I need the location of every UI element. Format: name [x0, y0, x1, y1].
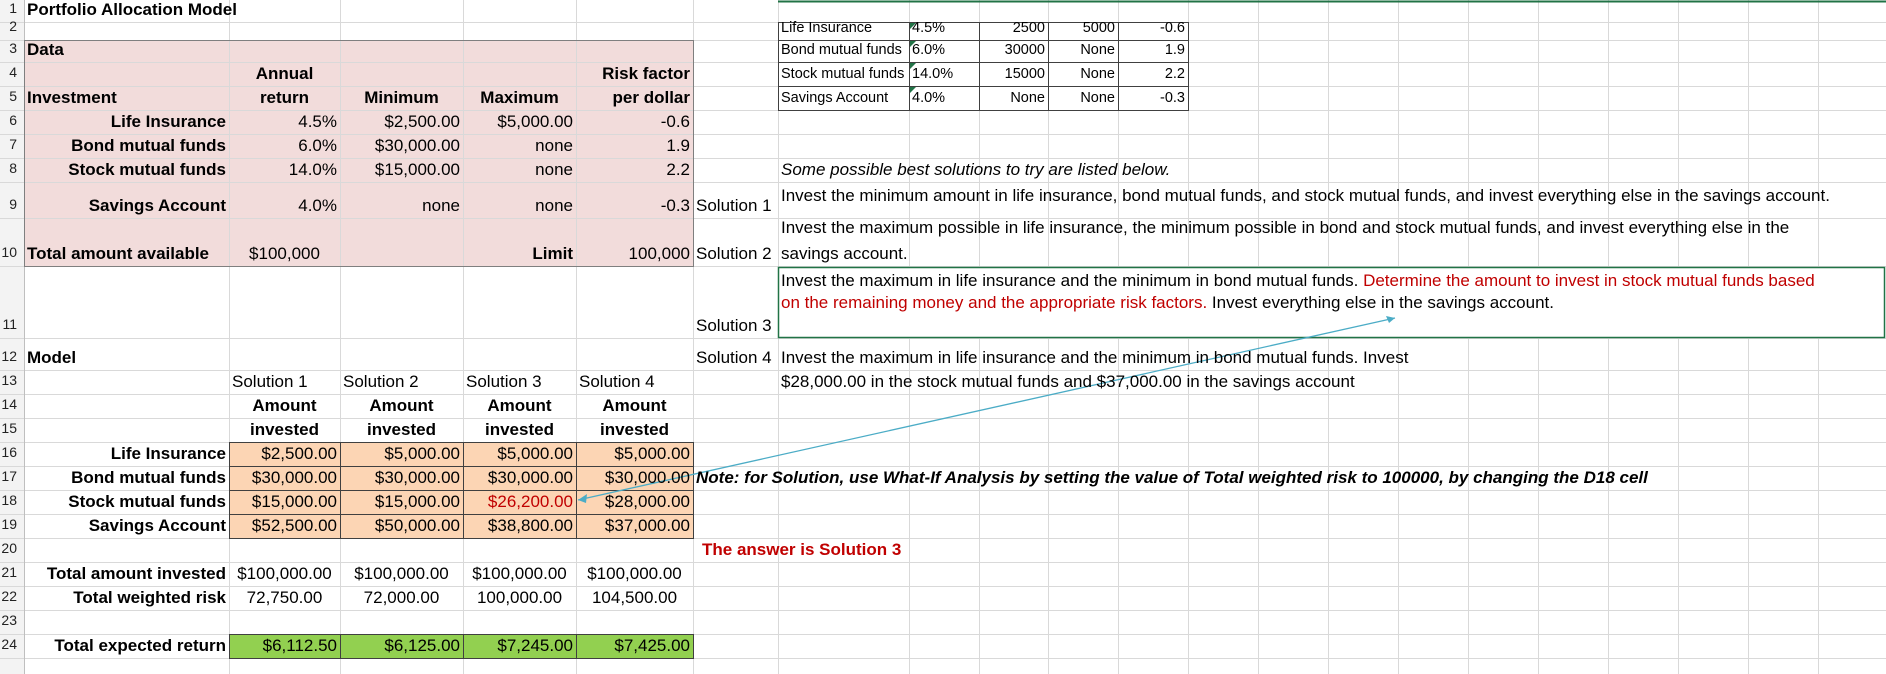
- row-number[interactable]: 19: [1, 516, 17, 532]
- lookup-name[interactable]: Stock mutual funds: [781, 66, 905, 82]
- header-amount[interactable]: Amount: [369, 396, 434, 415]
- row-number[interactable]: 4: [9, 64, 17, 80]
- note-solution-2-line2[interactable]: savings account.: [781, 244, 908, 263]
- total-invested-value[interactable]: $100,000.00: [237, 564, 332, 583]
- row-number[interactable]: 3: [9, 40, 17, 56]
- lookup-min[interactable]: 2500: [1012, 20, 1045, 36]
- model-solution-header[interactable]: Solution 4: [579, 372, 655, 391]
- lookup-return[interactable]: 4.0%: [912, 90, 946, 106]
- expected-return-value[interactable]: $6,125.00: [384, 636, 460, 655]
- note-solution-4-line1[interactable]: Invest the maximum in life insurance and the minimum in bond mutual funds. Invest: [781, 348, 1409, 367]
- note-solution-3-part: on the remaining money and the appropriate risk factors.: [781, 293, 1208, 312]
- row-number[interactable]: 17: [1, 468, 17, 484]
- lookup-return[interactable]: 14.0%: [912, 66, 954, 82]
- row-number[interactable]: 7: [9, 136, 17, 152]
- model-investment-name[interactable]: Stock mutual funds: [68, 492, 226, 511]
- solution-label[interactable]: Solution 2: [696, 244, 772, 263]
- header-minimum[interactable]: Minimum: [364, 88, 439, 107]
- answer-note[interactable]: The answer is Solution 3: [702, 540, 902, 559]
- model-solution-header[interactable]: Solution 3: [466, 372, 542, 391]
- weighted-risk-value[interactable]: 100,000.00: [476, 588, 563, 607]
- note-solution-2-line1[interactable]: Invest the maximum possible in life insurance, the minimum possible in bond and stock mutual funds, and invest everything else in the: [781, 218, 1790, 237]
- lookup-risk[interactable]: -0.6: [1160, 20, 1185, 36]
- note-solution-4-line2[interactable]: $28,000.00 in the stock mutual funds and $37,000.00 in the savings account: [781, 372, 1355, 391]
- annual-return-value[interactable]: 14.0%: [288, 160, 337, 179]
- total-available-value[interactable]: $100,000: [249, 244, 320, 263]
- row-number[interactable]: 23: [1, 612, 17, 628]
- expected-return-value[interactable]: $6,112.50: [262, 636, 337, 655]
- header-invested[interactable]: invested: [485, 420, 554, 439]
- lookup-risk[interactable]: 1.9: [1164, 42, 1185, 58]
- sheet-title[interactable]: Portfolio Allocation Model: [27, 0, 237, 19]
- header-amount[interactable]: Amount: [252, 396, 317, 415]
- lookup-return[interactable]: 4.5%: [912, 20, 946, 36]
- weighted-risk-label[interactable]: Total weighted risk: [73, 588, 226, 607]
- note-solution-3-part: Invest everything else in the savings account.: [1207, 293, 1554, 312]
- amount-invested-cell[interactable]: $30,000.00: [251, 468, 337, 487]
- minimum-value[interactable]: $15,000.00: [374, 160, 460, 179]
- investment-name[interactable]: Stock mutual funds: [68, 160, 226, 179]
- row-number[interactable]: 6: [9, 112, 17, 128]
- amount-invested-cell[interactable]: $30,000.00: [604, 468, 690, 487]
- header-maximum[interactable]: Maximum: [480, 88, 559, 107]
- lookup-min[interactable]: 15000: [1004, 66, 1045, 82]
- limit-label[interactable]: Limit: [532, 244, 573, 263]
- expected-return-value[interactable]: $7,245.00: [497, 636, 573, 655]
- row-number[interactable]: 24: [1, 636, 17, 652]
- model-investment-name[interactable]: Savings Account: [88, 516, 226, 535]
- risk-factor-value[interactable]: 1.9: [666, 136, 690, 155]
- header-invested[interactable]: invested: [250, 420, 319, 439]
- amount-invested-cell[interactable]: $2,500.00: [261, 444, 337, 463]
- note-solution-3-part: Determine the amount to invest in stock mutual funds based: [1363, 271, 1815, 290]
- weighted-risk-value[interactable]: 72,000.00: [363, 588, 440, 607]
- amount-invested-cell[interactable]: $30,000.00: [374, 468, 460, 487]
- investment-name[interactable]: Life Insurance: [110, 112, 226, 131]
- total-invested-label[interactable]: Total amount invested: [46, 564, 226, 583]
- note-solution-3[interactable]: [778, 268, 1874, 314]
- row-number[interactable]: 9: [9, 196, 17, 212]
- row-number[interactable]: 8: [9, 160, 17, 176]
- amount-invested-cell[interactable]: $5,000.00: [384, 444, 460, 463]
- amount-invested-cell[interactable]: $5,000.00: [614, 444, 690, 463]
- lookup-min[interactable]: None: [1010, 90, 1045, 106]
- data-section-label[interactable]: Data: [27, 40, 64, 59]
- model-investment-name[interactable]: Life Insurance: [110, 444, 226, 463]
- maximum-value[interactable]: none: [535, 160, 573, 179]
- investment-name[interactable]: Savings Account: [88, 196, 226, 215]
- solution-label[interactable]: Solution 4: [696, 348, 772, 367]
- amount-invested-cell[interactable]: $26,200.00: [487, 492, 573, 511]
- amount-invested-cell[interactable]: $30,000.00: [487, 468, 573, 487]
- row-number[interactable]: 10: [1, 244, 17, 260]
- row-number[interactable]: 14: [1, 396, 17, 412]
- header-invested[interactable]: invested: [367, 420, 436, 439]
- header-amount[interactable]: Amount: [487, 396, 552, 415]
- expected-return-value[interactable]: $7,425.00: [614, 636, 690, 655]
- lookup-max[interactable]: None: [1080, 90, 1115, 106]
- header-invested[interactable]: invested: [600, 420, 669, 439]
- lookup-name[interactable]: Bond mutual funds: [781, 42, 902, 58]
- annual-return-value[interactable]: 4.0%: [298, 196, 337, 215]
- row-number[interactable]: 11: [2, 316, 17, 332]
- amount-invested-cell[interactable]: $37,000.00: [604, 516, 690, 535]
- maximum-value[interactable]: $5,000.00: [497, 112, 573, 131]
- note-solution-3-part: Invest the maximum in life insurance and the minimum in bond mutual funds.: [781, 271, 1364, 290]
- header-annual[interactable]: Annual: [255, 64, 314, 83]
- amount-invested-cell[interactable]: $15,000.00: [251, 492, 337, 511]
- amount-invested-cell[interactable]: $5,000.00: [497, 444, 573, 463]
- risk-factor-value[interactable]: -0.6: [660, 112, 690, 131]
- lookup-risk[interactable]: -0.3: [1160, 90, 1185, 106]
- header-risk-factor[interactable]: Risk factor: [602, 64, 690, 83]
- header-investment[interactable]: Investment: [27, 88, 117, 107]
- note-solution-1[interactable]: Invest the minimum amount in life insurance, bond mutual funds, and stock mutual funds, and invest everything else in the savings account.: [781, 186, 1830, 205]
- header-amount[interactable]: Amount: [602, 396, 667, 415]
- minimum-value[interactable]: $30,000.00: [374, 136, 460, 155]
- limit-value[interactable]: 100,000: [628, 244, 690, 263]
- row-number[interactable]: 22: [1, 588, 17, 604]
- lookup-return[interactable]: 6.0%: [912, 42, 946, 58]
- row-number[interactable]: 13: [1, 372, 17, 388]
- row-number[interactable]: 16: [1, 444, 17, 460]
- amount-invested-cell[interactable]: $28,000.00: [604, 492, 690, 511]
- total-invested-value[interactable]: $100,000.00: [354, 564, 449, 583]
- risk-factor-value[interactable]: -0.3: [660, 196, 690, 215]
- row-number[interactable]: 2: [9, 18, 17, 34]
- lookup-max[interactable]: None: [1080, 66, 1115, 82]
- lookup-max[interactable]: None: [1080, 42, 1115, 58]
- model-section-label[interactable]: Model: [27, 348, 77, 367]
- weighted-risk-value[interactable]: 72,750.00: [246, 588, 323, 607]
- expected-return-label[interactable]: Total expected return: [54, 636, 226, 655]
- header-return[interactable]: return: [259, 88, 310, 107]
- solution-label[interactable]: Solution 3: [696, 316, 772, 335]
- lookup-name[interactable]: Life Insurance: [781, 20, 873, 36]
- model-solution-header[interactable]: Solution 2: [343, 372, 419, 391]
- notes-intro[interactable]: Some possible best solutions to try are listed below.: [781, 160, 1171, 179]
- model-investment-name[interactable]: Bond mutual funds: [71, 468, 226, 487]
- total-invested-value[interactable]: $100,000.00: [587, 564, 682, 583]
- maximum-value[interactable]: none: [535, 196, 573, 215]
- row-number[interactable]: 18: [1, 492, 17, 508]
- total-available-label[interactable]: Total amount available: [27, 244, 210, 263]
- annual-return-value[interactable]: 4.5%: [298, 112, 337, 131]
- minimum-value[interactable]: none: [422, 196, 460, 215]
- header-per-dollar[interactable]: per dollar: [612, 88, 690, 107]
- annual-return-value[interactable]: 6.0%: [298, 136, 337, 155]
- maximum-value[interactable]: none: [535, 136, 573, 155]
- row-number[interactable]: 5: [9, 88, 17, 104]
- row-number[interactable]: 1: [9, 0, 17, 16]
- amount-invested-cell[interactable]: $15,000.00: [374, 492, 460, 511]
- total-invested-value[interactable]: $100,000.00: [472, 564, 567, 583]
- row-number[interactable]: 12: [1, 348, 17, 364]
- model-solution-header[interactable]: Solution 1: [232, 372, 308, 391]
- lookup-min[interactable]: 30000: [1004, 42, 1045, 58]
- lookup-risk[interactable]: 2.2: [1164, 66, 1185, 82]
- amount-invested-cell[interactable]: $52,500.00: [251, 516, 337, 535]
- amount-invested-cell[interactable]: $38,800.00: [487, 516, 573, 535]
- risk-factor-value[interactable]: 2.2: [666, 160, 690, 179]
- weighted-risk-value[interactable]: 104,500.00: [591, 588, 678, 607]
- row-number[interactable]: 20: [1, 540, 17, 556]
- row-number[interactable]: 21: [1, 564, 17, 580]
- whatif-note[interactable]: Note: for Solution, use What-If Analysis by setting the value of Total weighted risk to 100000, by changing the D18 cell: [696, 468, 1648, 487]
- row-number[interactable]: 15: [1, 420, 17, 436]
- solution-label[interactable]: Solution 1: [696, 196, 772, 215]
- amount-invested-cell[interactable]: $50,000.00: [374, 516, 460, 535]
- investment-name[interactable]: Bond mutual funds: [71, 136, 226, 155]
- minimum-value[interactable]: $2,500.00: [384, 112, 460, 131]
- lookup-max[interactable]: 5000: [1082, 20, 1115, 36]
- lookup-name[interactable]: Savings Account: [781, 90, 889, 106]
